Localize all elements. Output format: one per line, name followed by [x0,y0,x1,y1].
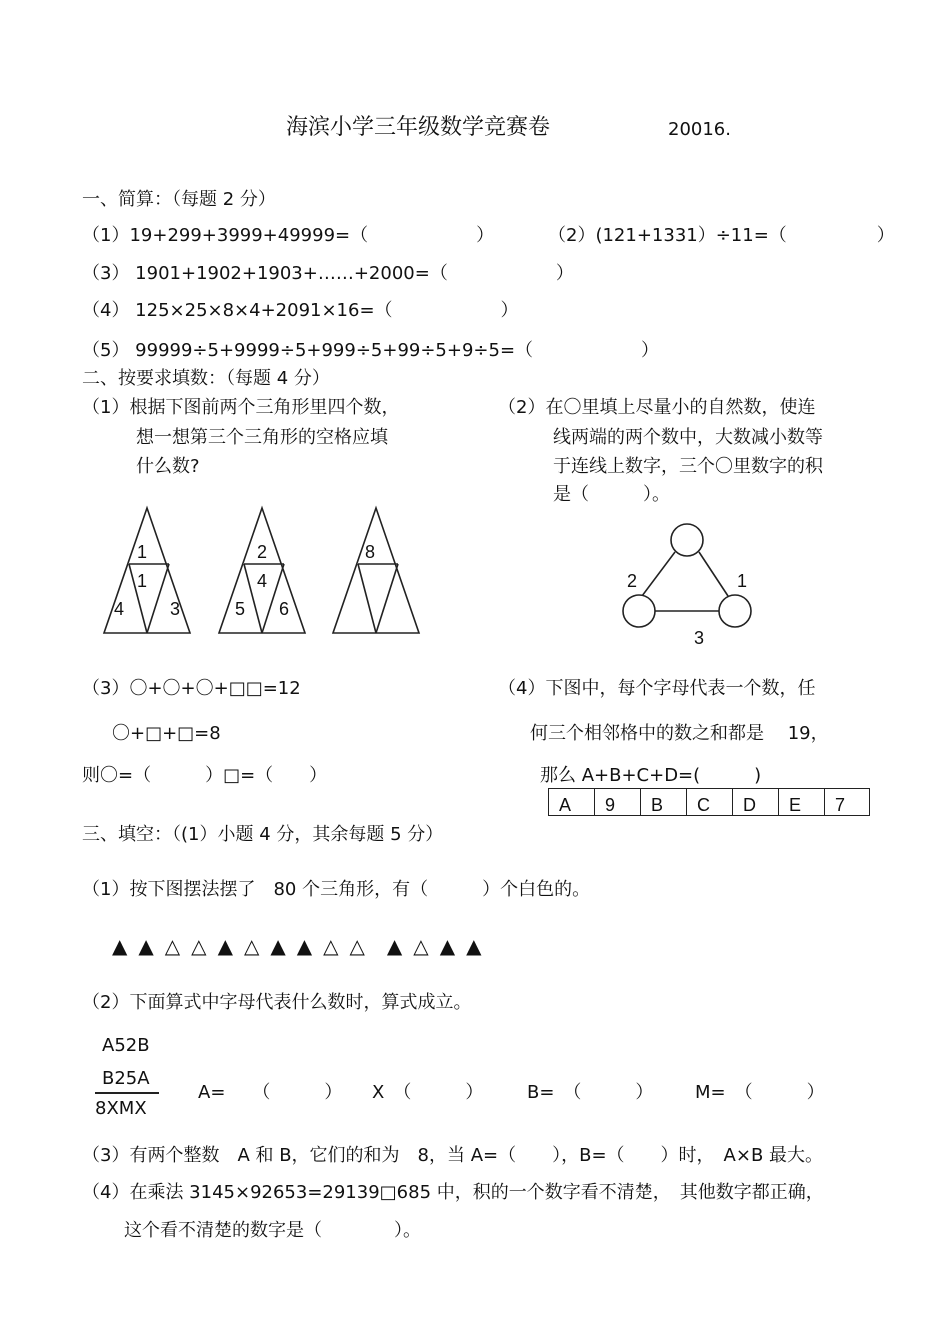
white-triangle: △ [413,934,429,958]
tri1-top-number: 1 [136,542,148,562]
s3-question-1: （1）按下图摆法摆了 80 个三角形，有（ ）个白色的。 [82,879,591,900]
circle-top [671,524,703,556]
triangle-figure-3 [333,508,419,633]
black-triangle: ▲ [138,934,154,958]
s2-q4-line3: 那么 A+B+C+D=( ) [540,765,762,786]
black-triangle: ▲ [466,934,482,958]
s2-q3-line2: 〇+□+□=8 [112,723,221,744]
answer-A: A= （ ） [198,1082,343,1103]
s2-q1-line: （1）根据下图前两个三角形里四个数， [82,397,400,418]
cell-D: D [732,788,779,816]
s2-q1-line: 想一想第三个三角形的空格应填 [136,427,388,448]
answer-M: M= （ ） [695,1082,825,1103]
s3-question-4-line1: （4）在乘法 3145×92653=29139□685 中，积的一个数字看不清楚， 其他数字都正确， [82,1182,824,1203]
arith-line3: 8XMX [95,1098,147,1119]
s1-question-5: （5） 99999÷5+9999÷5+999÷5+99÷5+9÷5=（ ） [82,340,660,361]
black-triangle: ▲ [112,934,128,958]
tri2-right-number: 6 [278,599,290,619]
section2-heading: 二、按要求填数：（每题 4 分） [82,368,330,389]
s2-q3-line3: 则〇=（ ）□=（ ） [82,765,328,786]
section3-heading: 三、填空：（(1）小题 4 分，其余每题 5 分） [82,824,444,845]
edge-right-number: 1 [736,571,748,591]
edge-left-number: 2 [626,571,638,591]
s3-question-3: （3）有两个整数 A 和 B，它们的和为 8，当 A=（ ），B=（ ）时， A×B 最大。 [82,1145,824,1166]
edge-left [642,552,675,596]
black-triangle: ▲ [270,934,286,958]
circle-diagram [615,516,760,651]
black-triangle: ▲ [217,934,233,958]
cell-7: 7 [824,788,870,816]
s2-q2-line: 是（ ）。 [553,484,670,505]
s1-question-1: （1）19+299+3999+49999=（ ） [82,225,495,246]
arith-rule [95,1092,159,1094]
white-triangle: △ [349,934,365,958]
tri3-top-number: 8 [364,542,376,562]
tri2-middle-number: 4 [256,571,268,591]
circle-left [623,595,655,627]
s2-q2-line: 线两端的两个数中，大数减小数等 [553,427,823,448]
cell-B: B [640,788,687,816]
arith-line1: A52B [102,1035,150,1056]
triangle-figures [94,505,430,640]
s2-q4-line2: 何三个相邻格中的数之和都是 19， [530,723,829,744]
tri1-middle-number: 1 [136,571,148,591]
tri2-top-number: 2 [256,542,268,562]
edge-bottom-number: 3 [693,628,705,648]
cell-E: E [778,788,825,816]
white-triangle: △ [191,934,207,958]
s3-question-2: （2）下面算式中字母代表什么数时，算式成立。 [82,992,472,1013]
edge-right [699,552,728,596]
s1-question-4: （4） 125×25×8×4+2091×16=（ ） [82,300,519,321]
s2-q2-line: 于连线上数字，三个〇里数字的积 [553,456,823,477]
black-triangle: ▲ [439,934,456,958]
triangle-sequence [112,936,481,956]
tri1-right-number: 3 [169,599,181,619]
s2-q4-line1: （4）下图中，每个字母代表一个数，任 [498,678,816,699]
section1-heading: 一、简算：（每题 2 分） [82,189,276,210]
white-triangle: △ [164,934,181,958]
s2-q2-line: （2）在〇里填上尽量小的自然数，使连 [498,397,816,418]
s3-question-4-line2: 这个看不清楚的数字是（ ）。 [124,1220,421,1241]
s2-q1-line: 什么数? [136,456,200,477]
black-triangle: ▲ [386,934,403,958]
s2-q3-line1: （3）〇+〇+〇+□□=12 [82,678,301,699]
black-triangle: ▲ [296,934,313,958]
tri1-left-number: 4 [113,599,125,619]
tri2-left-number: 5 [234,599,246,619]
s1-question-3: （3） 1901+1902+1903+……+2000=（ ） [82,263,574,284]
circle-right [719,595,751,627]
s1-question-2: （2）(121+1331）÷11=（ ） [548,225,895,246]
answer-B: B= （ ） [527,1082,654,1103]
date-label: 20016. [668,119,731,140]
white-triangle: △ [323,934,339,958]
white-triangle: △ [243,934,260,958]
cell-9: 9 [594,788,641,816]
answer-X: X （ ） [372,1082,484,1103]
arith-line2: B25A [102,1068,150,1089]
cell-C: C [686,788,733,816]
cell-A: A [548,788,595,816]
page-title: 海滨小学三年级数学竞赛卷 [286,115,551,140]
